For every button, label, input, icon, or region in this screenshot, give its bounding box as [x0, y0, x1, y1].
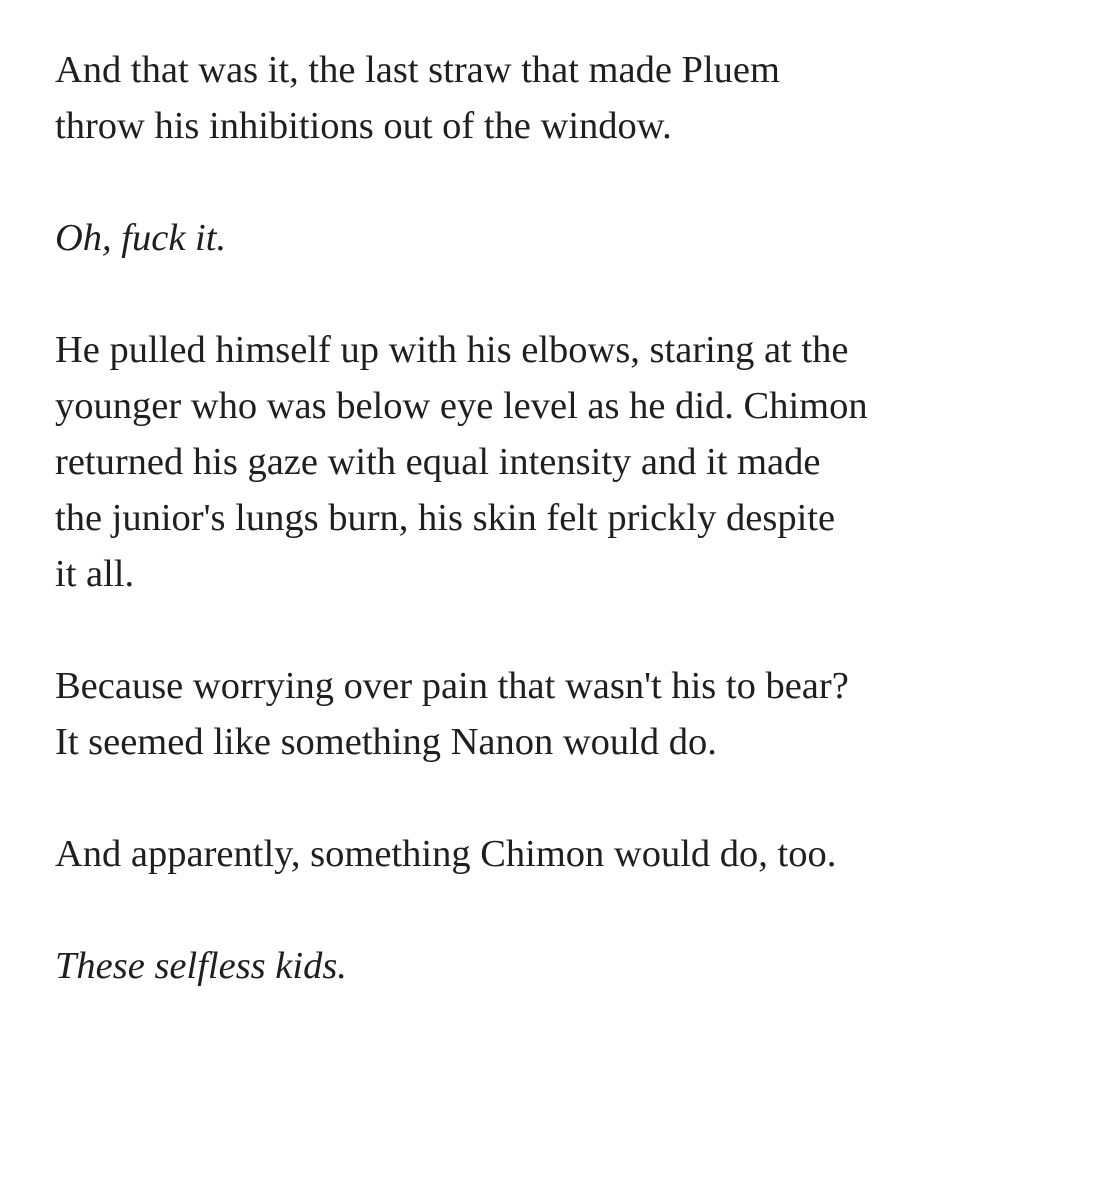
- paragraph-apparently-chimon: [55, 826, 1065, 882]
- paragraph-line: it all.: [55, 553, 135, 595]
- paragraph-line: younger who was below eye level as he did. Chimon: [55, 385, 868, 427]
- paragraph-line: the junior's lungs burn, his skin felt prickly despite: [55, 497, 836, 539]
- paragraph-line: These selfless kids.: [55, 945, 347, 987]
- paragraph-line: Oh, fuck it.: [55, 217, 227, 259]
- paragraph-line: And apparently, something Chimon would do, too.: [55, 833, 837, 875]
- paragraph-line: returned his gaze with equal intensity and it made: [55, 441, 821, 483]
- paragraph-line: Because worrying over pain that wasn't his to bear?: [55, 665, 849, 707]
- paragraph-line: He pulled himself up with his elbows, staring at the: [55, 329, 849, 371]
- paragraph-line: It seemed like something Nanon would do.: [55, 721, 717, 763]
- paragraph-last-straw: [55, 42, 1065, 154]
- paragraph-selfless-kids: [55, 938, 1065, 994]
- paragraph-oh-fuck-it: [55, 210, 1065, 266]
- paragraph-line: And that was it, the last straw that made Pluem: [55, 49, 780, 91]
- paragraph-worrying-over-pain: [55, 658, 1065, 770]
- paragraph-line: throw his inhibitions out of the window.: [55, 105, 672, 147]
- paragraph-pulled-himself-up: [55, 322, 1065, 602]
- story-text: [55, 42, 1065, 994]
